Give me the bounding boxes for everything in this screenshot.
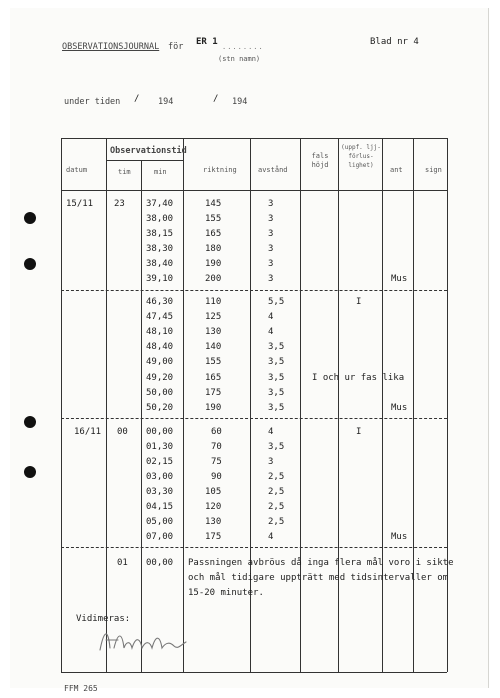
cell-riktning: 125	[205, 312, 222, 322]
cell-min: 48,40	[146, 342, 174, 352]
cell-riktning: 90	[211, 472, 222, 482]
cell-riktning: 145	[205, 199, 222, 209]
cell-ant: Mus	[391, 403, 408, 413]
cell-riktning: 75	[211, 457, 222, 467]
cell-avstand: 3	[268, 457, 274, 467]
cell-riktning: 120	[205, 502, 222, 512]
group-divider	[61, 418, 447, 419]
cell-riktning: 190	[205, 259, 222, 269]
period-sep-1: /	[134, 94, 140, 104]
col-sign: sign	[425, 166, 442, 174]
cell-avstand: 3,5	[268, 388, 285, 398]
cell-min: 50,00	[146, 388, 174, 398]
col-min: min	[154, 168, 167, 176]
punch-hole	[24, 258, 36, 270]
cell-min: 07,00	[146, 532, 174, 542]
cell-avstand: 4	[268, 312, 274, 322]
cell-min: 39,10	[146, 274, 174, 284]
period-sep-2: /	[213, 94, 219, 104]
period-year-2: 194	[232, 97, 248, 107]
punch-hole	[24, 466, 36, 478]
cell-min: 03,30	[146, 487, 174, 497]
cell-avstand: 3,5	[268, 403, 285, 413]
punch-hole	[24, 416, 36, 428]
cell-datum: 15/11	[66, 199, 94, 209]
group-divider	[61, 290, 447, 291]
cell-riktning: 140	[205, 342, 222, 352]
cell-min: 02,15	[146, 457, 174, 467]
cell-riktning: 60	[211, 427, 222, 437]
col-uppfattbarhet: (uppf. ljj- förlus- lighet)	[341, 144, 381, 169]
cell-min: 00,00	[146, 427, 174, 437]
cell-riktning: 110	[205, 297, 222, 307]
cell-riktning: 180	[205, 244, 222, 254]
cell-min: 48,10	[146, 327, 174, 337]
cell-tim: 23	[114, 199, 125, 209]
cell-tim: 00	[117, 427, 128, 437]
cell-avstand: 4	[268, 427, 274, 437]
cell-datum: 16/11	[74, 427, 102, 437]
journal-title: OBSERVATIONSJOURNAL	[62, 42, 160, 52]
cell-riktning: 155	[205, 214, 222, 224]
station-name: ER 1	[196, 37, 218, 47]
group-divider	[61, 547, 447, 548]
cell-avstand: 3	[268, 259, 274, 269]
cell-riktning: 165	[205, 229, 222, 239]
cell-riktning: 175	[205, 532, 222, 542]
col-fals-hojd: fals höjd	[311, 152, 329, 169]
cell-avstand: 3	[268, 274, 274, 284]
remark-line: 15-20 minuter.	[188, 588, 264, 598]
cell-riktning: 165	[205, 373, 222, 383]
col-observationstid: Observationstid	[110, 146, 187, 156]
cell-min: 46,30	[146, 297, 174, 307]
cell-tim: 01	[117, 558, 128, 568]
cell-avstand: 2,5	[268, 517, 285, 527]
cell-riktning: 155	[205, 357, 222, 367]
remark-line: Passningen avbröus då inga flera mål voro i sikte	[188, 558, 454, 568]
remark-line: och mål tidigare uppträtt med tidsintervaller om	[188, 573, 449, 583]
cell-min: 05,00	[146, 517, 174, 527]
cell-min: 50,20	[146, 403, 174, 413]
cell-avstand: 3,5	[268, 357, 285, 367]
cell-riktning: 190	[205, 403, 222, 413]
signature-image	[96, 620, 192, 660]
cell-min: 38,15	[146, 229, 174, 239]
cell-avstand: 2,5	[268, 472, 285, 482]
cell-riktning: 175	[205, 388, 222, 398]
cell-avstand: 4	[268, 532, 274, 542]
cell-min: 49,00	[146, 357, 174, 367]
cell-avstand: 4	[268, 327, 274, 337]
period-label: under tiden	[64, 97, 121, 107]
station-subtitle: (stn namn)	[218, 55, 261, 63]
cell-min: 00,00	[146, 558, 174, 568]
cell-min: 47,45	[146, 312, 174, 322]
station-dots: ........	[222, 43, 264, 51]
cell-avstand: 3	[268, 244, 274, 254]
col-tim: tim	[118, 168, 131, 176]
cell-min: 49,20	[146, 373, 174, 383]
cell-avstand: 2,5	[268, 502, 285, 512]
cell-avstand: 3	[268, 214, 274, 224]
cell-min: 03,00	[146, 472, 174, 482]
cell-avstand: 3,5	[268, 442, 285, 452]
punch-hole	[24, 212, 36, 224]
cell-avstand: 3,5	[268, 342, 285, 352]
cell-avstand: 5,5	[268, 297, 285, 307]
col-avstand: avstånd	[258, 166, 288, 174]
cell-riktning: 130	[205, 517, 222, 527]
cell-roman: I	[356, 297, 362, 307]
cell-riktning: 105	[205, 487, 222, 497]
cell-ant: Mus	[391, 274, 408, 284]
cell-avstand: 3,5	[268, 373, 285, 383]
vidimeras-label: Vidimeras:	[76, 614, 131, 624]
col-datum: datum	[66, 166, 88, 174]
cell-min: 38,40	[146, 259, 174, 269]
cell-riktning: 200	[205, 274, 222, 284]
sheet-number: Blad nr 4	[370, 37, 419, 47]
for-label: för	[168, 42, 184, 52]
cell-min: 01,30	[146, 442, 174, 452]
cell-min: 37,40	[146, 199, 174, 209]
col-ant: ant	[390, 166, 403, 174]
cell-min: 38,30	[146, 244, 174, 254]
cell-avstand: 2,5	[268, 487, 285, 497]
cell-ant: Mus	[391, 532, 408, 542]
cell-min: 38,00	[146, 214, 174, 224]
cell-riktning: 130	[205, 327, 222, 337]
form-code: FFM 265	[64, 684, 98, 693]
period-year-1: 194	[158, 97, 174, 107]
phase-note: I och ur fas lika	[312, 373, 405, 383]
col-riktning: riktning	[203, 166, 237, 174]
cell-avstand: 3	[268, 229, 274, 239]
cell-avstand: 3	[268, 199, 274, 209]
cell-riktning: 70	[211, 442, 222, 452]
cell-roman: I	[356, 427, 362, 437]
cell-min: 04,15	[146, 502, 174, 512]
